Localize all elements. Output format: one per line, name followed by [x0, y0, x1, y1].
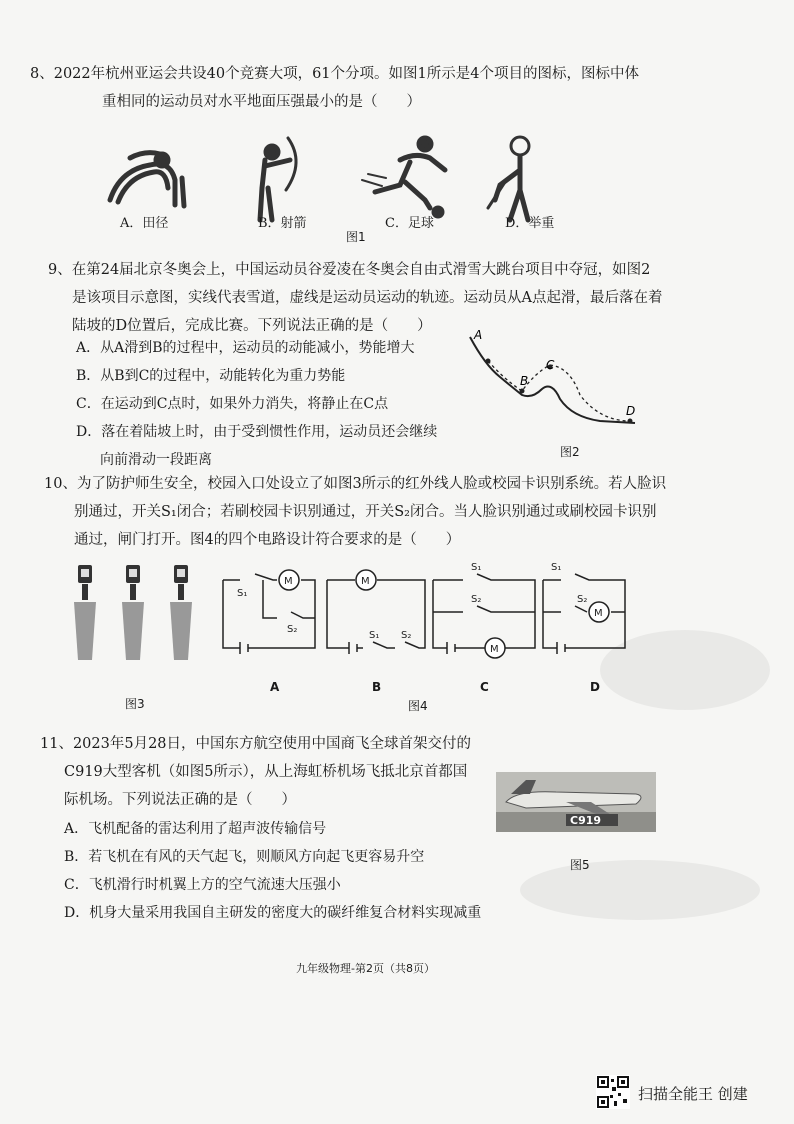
circuit-d-label: D	[590, 680, 600, 694]
figure-1-icons	[100, 130, 560, 230]
question-11-option-a: A．飞机配备的雷达利用了超声波传输信号	[64, 821, 327, 837]
question-8-line-1: 8、2022年杭州亚运会共设40个竞赛大项，61个分项。如图1所示是4个项目的图标，图标中体	[30, 66, 639, 82]
point-b-label: B	[520, 374, 529, 388]
question-10-line-2: 别通过，开关S₁闭合；若刷校园卡识别通过，开关S₂闭合。当人脸识别通过或刷校园卡识别	[74, 504, 657, 520]
point-a-label: A	[474, 328, 483, 342]
question-9-line-1: 9、在第24届北京冬奥会上，中国运动员谷爱凌在冬奥会自由式滑雪大跳台项目中夺冠，如图2	[48, 262, 651, 278]
archer-icon	[260, 138, 296, 220]
question-9-option-d-continued: 向前滑动一段距离	[100, 452, 212, 468]
figure-4-caption: 图4	[408, 699, 428, 713]
scanner-watermark	[596, 1075, 776, 1115]
question-11-option-c: C．飞机滑行时机翼上方的空气流速大压强小	[64, 877, 341, 893]
circuit-c-switch-1: S₁	[471, 562, 482, 573]
question-9-option-a: A．从A滑到B的过程中，运动员的动能减小，势能增大	[76, 340, 415, 356]
face-recognition-terminal-1	[74, 565, 96, 660]
question-9-options	[76, 334, 476, 474]
circuit-c-motor: M	[490, 644, 499, 655]
soccer-player-icon	[362, 138, 445, 216]
circuit-d-switch-1: S₁	[551, 562, 562, 573]
circuit-c-label: C	[480, 680, 489, 694]
trajectory	[488, 361, 630, 421]
circuit-d	[543, 574, 625, 654]
face-recognition-terminal-3	[170, 565, 192, 660]
circuit-d-motor: M	[594, 608, 603, 619]
point-c-label: C	[546, 358, 555, 372]
circuit-c-switch-2: S₂	[471, 594, 482, 605]
question-9-option-b: B．从B到C的过程中，动能转化为重力势能	[76, 368, 346, 384]
question-9-line-3: 陆坡的D位置后，完成比赛。下列说法正确的是（ ）	[72, 318, 432, 334]
question-8-line-2: 重相同的运动员对水平地面压强最小的是（ ）	[102, 94, 421, 110]
question-11-option-d: D．机身大量采用我国自主研发的密度大的碳纤维复合材料实现减重	[64, 905, 482, 921]
figure-1-option-d: D．举重	[505, 216, 555, 231]
question-9-option-d: D．落在着陆坡上时，由于受到惯性作用，运动员还会继续	[76, 424, 438, 440]
scanner-watermark-text: 扫描全能王 创建	[638, 1085, 748, 1103]
figure-3-caption: 图3	[125, 697, 145, 711]
figure-4-circuits	[215, 560, 635, 660]
circuit-b-switch-1: S₁	[369, 630, 380, 641]
question-11-line-1: 11、2023年5月28日，中国东方航空使用中国商飞全球首架交付的	[40, 736, 472, 752]
question-9	[48, 256, 768, 340]
figure-2-caption: 图2	[560, 445, 580, 459]
face-recognition-terminal-2	[122, 565, 144, 660]
circuit-b-motor: M	[361, 576, 370, 587]
question-9-line-2: 是该项目示意图，实线代表雪道，虚线是运动员运动的轨迹。运动员从A点起滑，最后落在着	[72, 290, 663, 306]
question-11-option-b: B．若飞机在有风的天气起飞，则顺风方向起飞更容易升空	[64, 849, 425, 865]
circuit-b-label: B	[372, 680, 382, 694]
question-11-line-2: C919大型客机（如图5所示），从上海虹桥机场飞抵北京首都国	[64, 764, 468, 780]
figure-1-option-c: C．足球	[385, 216, 434, 231]
circuit-b-switch-2: S₂	[401, 630, 412, 641]
point-d-label: D	[626, 404, 636, 418]
question-10	[44, 470, 774, 554]
page-footer: 九年级物理-第2页（共8页）	[296, 962, 435, 975]
qr-code-icon	[596, 1075, 630, 1109]
circuit-a-motor: M	[284, 576, 293, 587]
figure-5-caption: 图5	[570, 858, 590, 872]
snow-track	[470, 337, 635, 423]
question-10-line-3: 通过，闸门打开。图4的四个电路设计符合要求的是（ ）	[74, 532, 461, 548]
question-11-line-3: 际机场。下列说法正确的是（ ）	[64, 792, 296, 808]
circuit-a-label: A	[270, 680, 280, 694]
c919-lettering: C919	[570, 814, 602, 827]
circuit-a-switch-1: S₁	[237, 588, 248, 599]
circuit-a-switch-2: S₂	[287, 624, 298, 635]
question-10-line-1: 10、为了防护师生安全，校园入口处设立了如图3所示的红外线人脸或校园卡识别系统。若人脸识	[44, 476, 667, 492]
circuit-b	[327, 570, 425, 654]
figure-1-caption: 图1	[346, 230, 366, 244]
hurdling-athlete-icon	[110, 153, 184, 206]
figure-3-gate-devices	[70, 560, 200, 670]
figure-1-option-a: A．田径	[120, 216, 169, 231]
figure-1-option-b: B．射箭	[258, 216, 307, 231]
circuit-a	[223, 570, 315, 654]
question-9-option-c: C．在运动到C点时，如果外力消失，将静止在C点	[76, 396, 389, 412]
figure-2-ski-track	[460, 325, 650, 435]
figure-5-c919-photo	[496, 772, 656, 832]
circuit-c	[433, 574, 535, 658]
weightlifter-icon	[488, 137, 529, 220]
circuit-d-switch-2: S₂	[577, 594, 588, 605]
question-11	[40, 730, 510, 814]
question-8	[30, 60, 770, 116]
